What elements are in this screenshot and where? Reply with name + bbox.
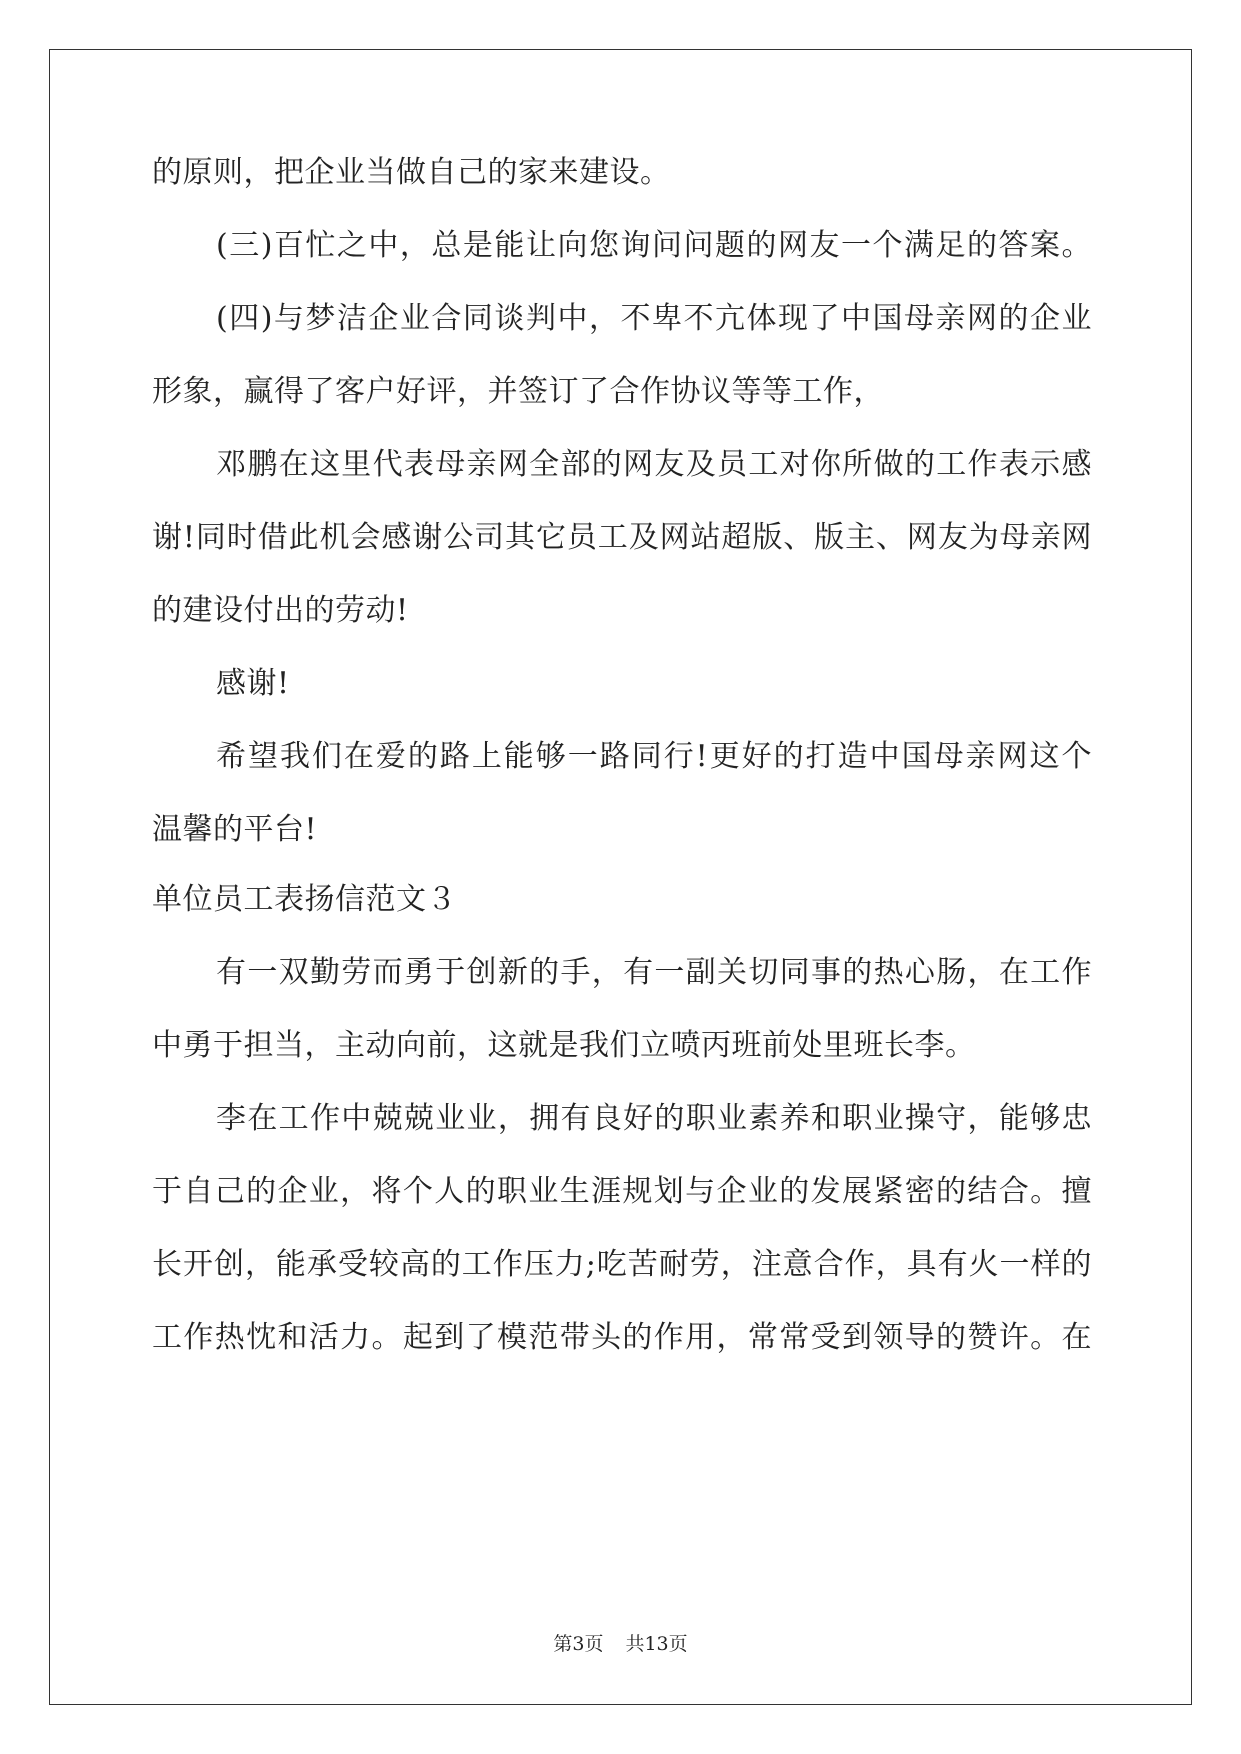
- body-line: 中勇于担当，主动向前，这就是我们立喷丙班前处里班长李。: [152, 1028, 976, 1063]
- body-line: 感谢!: [216, 666, 290, 701]
- page-footer: [0, 1632, 1241, 1656]
- body-line: 长开创，能承受较高的工作压力;吃苦耐劳，注意合作，具有火一样的: [152, 1247, 1092, 1282]
- body-line: 邓鹏在这里代表母亲网全部的网友及员工对你所做的工作表示感: [216, 447, 1092, 482]
- body-line: 谢!同时借此机会感谢公司其它员工及网站超版、版主、网友为母亲网: [152, 520, 1092, 555]
- body-line: 李在工作中兢兢业业，拥有良好的职业素养和职业操守，能够忠: [216, 1101, 1092, 1136]
- page-number: 第3页: [553, 1633, 604, 1655]
- page-border: [49, 49, 1192, 1705]
- body-line: (三)百忙之中，总是能让向您询问问题的网友一个满足的答案。: [216, 228, 1092, 263]
- body-line: (四)与梦洁企业合同谈判中，不卑不亢体现了中国母亲网的企业: [216, 301, 1092, 336]
- body-line: 于自己的企业，将个人的职业生涯规划与企业的发展紧密的结合。擅: [152, 1174, 1092, 1209]
- body-line: 形象，赢得了客户好评，并签订了合作协议等等工作，: [152, 374, 884, 409]
- body-line: 的原则，把企业当做自己的家来建设。: [152, 155, 671, 190]
- section-heading: 单位员工表扬信范文３: [152, 882, 457, 917]
- body-line: 的建设付出的劳动!: [152, 593, 409, 628]
- body-line: 温馨的平台!: [152, 812, 318, 847]
- body-line: 有一双勤劳而勇于创新的手，有一副关切同事的热心肠，在工作: [216, 955, 1092, 990]
- body-line: 希望我们在爱的路上能够一路同行!更好的打造中国母亲网这个: [216, 739, 1092, 774]
- body-line: 工作热忱和活力。起到了模范带头的作用，常常受到领导的赞许。在: [152, 1320, 1092, 1355]
- page-total: 共13页: [625, 1633, 688, 1655]
